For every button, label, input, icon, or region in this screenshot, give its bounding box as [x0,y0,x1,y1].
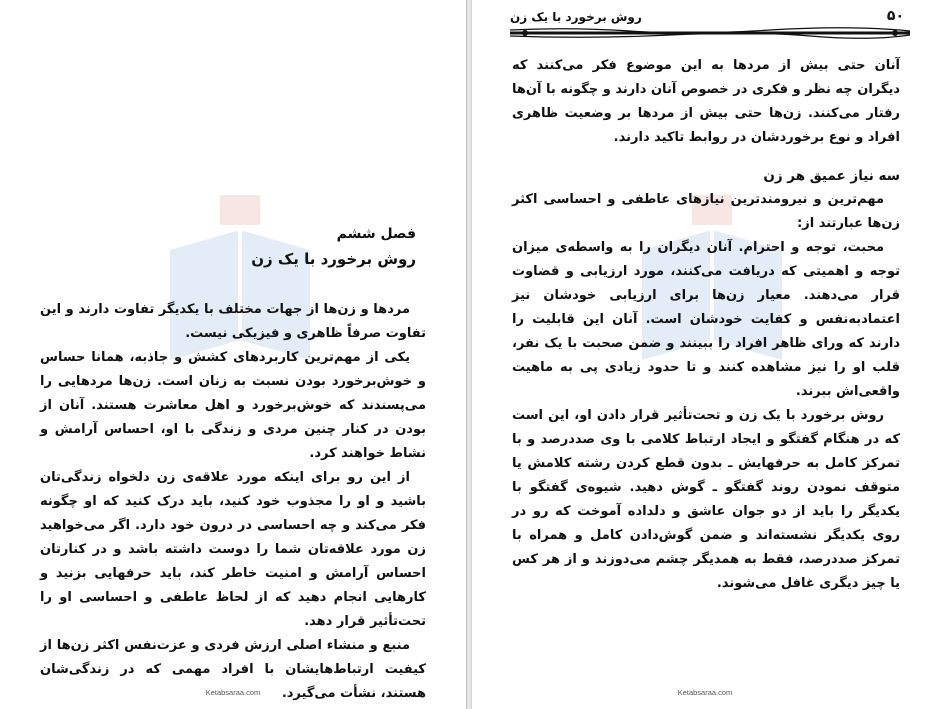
paragraph: مردها و زن‌ها از جهات مختلف با یکدیگر تفاوت دارند و این تفاوت صرفاً ظاهری و فیزیکی نیست. [40,302,426,341]
page-footer: Ketabsaraa.com [205,688,261,697]
paragraph: روش برخورد با یک زن و تحت‌تأثیر قرار دادن او، این است که در هنگام گفتگو و ایجاد ارتباط کلامی با وی صددرصد و با تمرکز کامل به حرفهایش ـ بدون قطع کردن رشته کلامش یا متوقف نمودن روند گفتگو ـ گوش دهید. شیوه‌ی گفتگو با یکدیگر را باید از دو جوان عاشق و دلداده آموخت که رو در روی یکدیگر نشسته‌اند و ضمن گوش‌دادن کامل و همراه با تمرکز صددرصد، فقط به همدیگر چشم می‌دوزند و از هر کس یا چیز دیگری غافل می‌شوند. [512,408,900,591]
paragraph: مهم‌ترین و نیرومندترین نیازهای عاطفی و احساسی اکثر زن‌ها عبارتند از: [512,192,900,231]
paragraph: منبع و منشاء اصلی ارزش فردی و عزت‌نفس اکثر زن‌ها از کیفیت ارتباط‌هایشان با افراد مهمی که در زندگی‌شان هستند، نشأت می‌گیرد. [40,638,426,701]
page-number: ۵۰ [886,8,904,24]
page-footer: Ketabsaraa.com [677,688,733,697]
paragraph: یکی از مهم‌ترین کاربردهای کشش و جاذبه، همانا حساس و خوش‌برخورد بودن نسبت به زنان است. زن‌ها مردهایی را می‌پسندند که خوش‌برخورد و اهل معاشرت هستند. آنان از بودن در کنار چنین مردی و زندگی با او، احساس آرامش و نشاط خواهند کرد. [40,350,426,461]
ornamental-rule-icon [510,26,910,40]
paragraph: محبت، توجه و احترام. آنان دیگران را به واسطه‌ی میزان توجه و اهمیتی که دریافت می‌کنند، مورد ارزیابی و قضاوت قرار می‌دهند. معیار زن‌ها برای ارزیابی خودشان نیز اعتمادبه‌نفس و کفایت خودشان است. آنان این قابلیت را دارند که ورای ظاهر افراد را ببینند و ضمن صحبت با یک نفر، قلب او را نیز مشاهده کنند و تا حدود زیادی پی به ماهیت واقعی‌اش ببرند. [512,240,900,399]
running-header-title: روش برخورد با یک زن [510,10,642,24]
section-heading: سه نیاز عمیق هر زن [763,168,900,184]
chapter-number: فصل ششم [336,226,416,242]
right-page [472,0,938,709]
running-header [510,6,910,40]
left-page [0,0,466,709]
right-page-body [512,54,900,596]
left-page-body [40,298,426,706]
chapter-title: روش برخورد با یک زن [251,250,416,268]
paragraph: از این رو برای اینکه مورد علاقه‌ی زن دلخواه زندگی‌تان باشید و او را مجذوب خود کنید، باید درک کنید که او چگونه فکر می‌کند و چه احساسی در درون خود دارد. اگر می‌خواهید زن مورد علاقه‌تان شما را دوست داشته باشد و در کنارتان احساس آرامش و امنیت خاطر کند، باید حرفهایی بزنید و کارهایی انجام دهید که از لحاظ عاطفی و احساسی او را تحت‌تأثیر قرار دهد. [40,470,426,629]
chapter-heading [251,222,416,272]
paragraph: آنان حتی بیش از مردها به این موضوع فکر می‌کنند که دیگران چه نظر و فکری در خصوص آنان دارند و چگونه با آن‌ها رفتار می‌کنند. زن‌ها حتی بیش از مردها بر وضعیت ظاهری افراد و نوع برخوردشان در روابط تاکید دارند. [512,58,900,145]
